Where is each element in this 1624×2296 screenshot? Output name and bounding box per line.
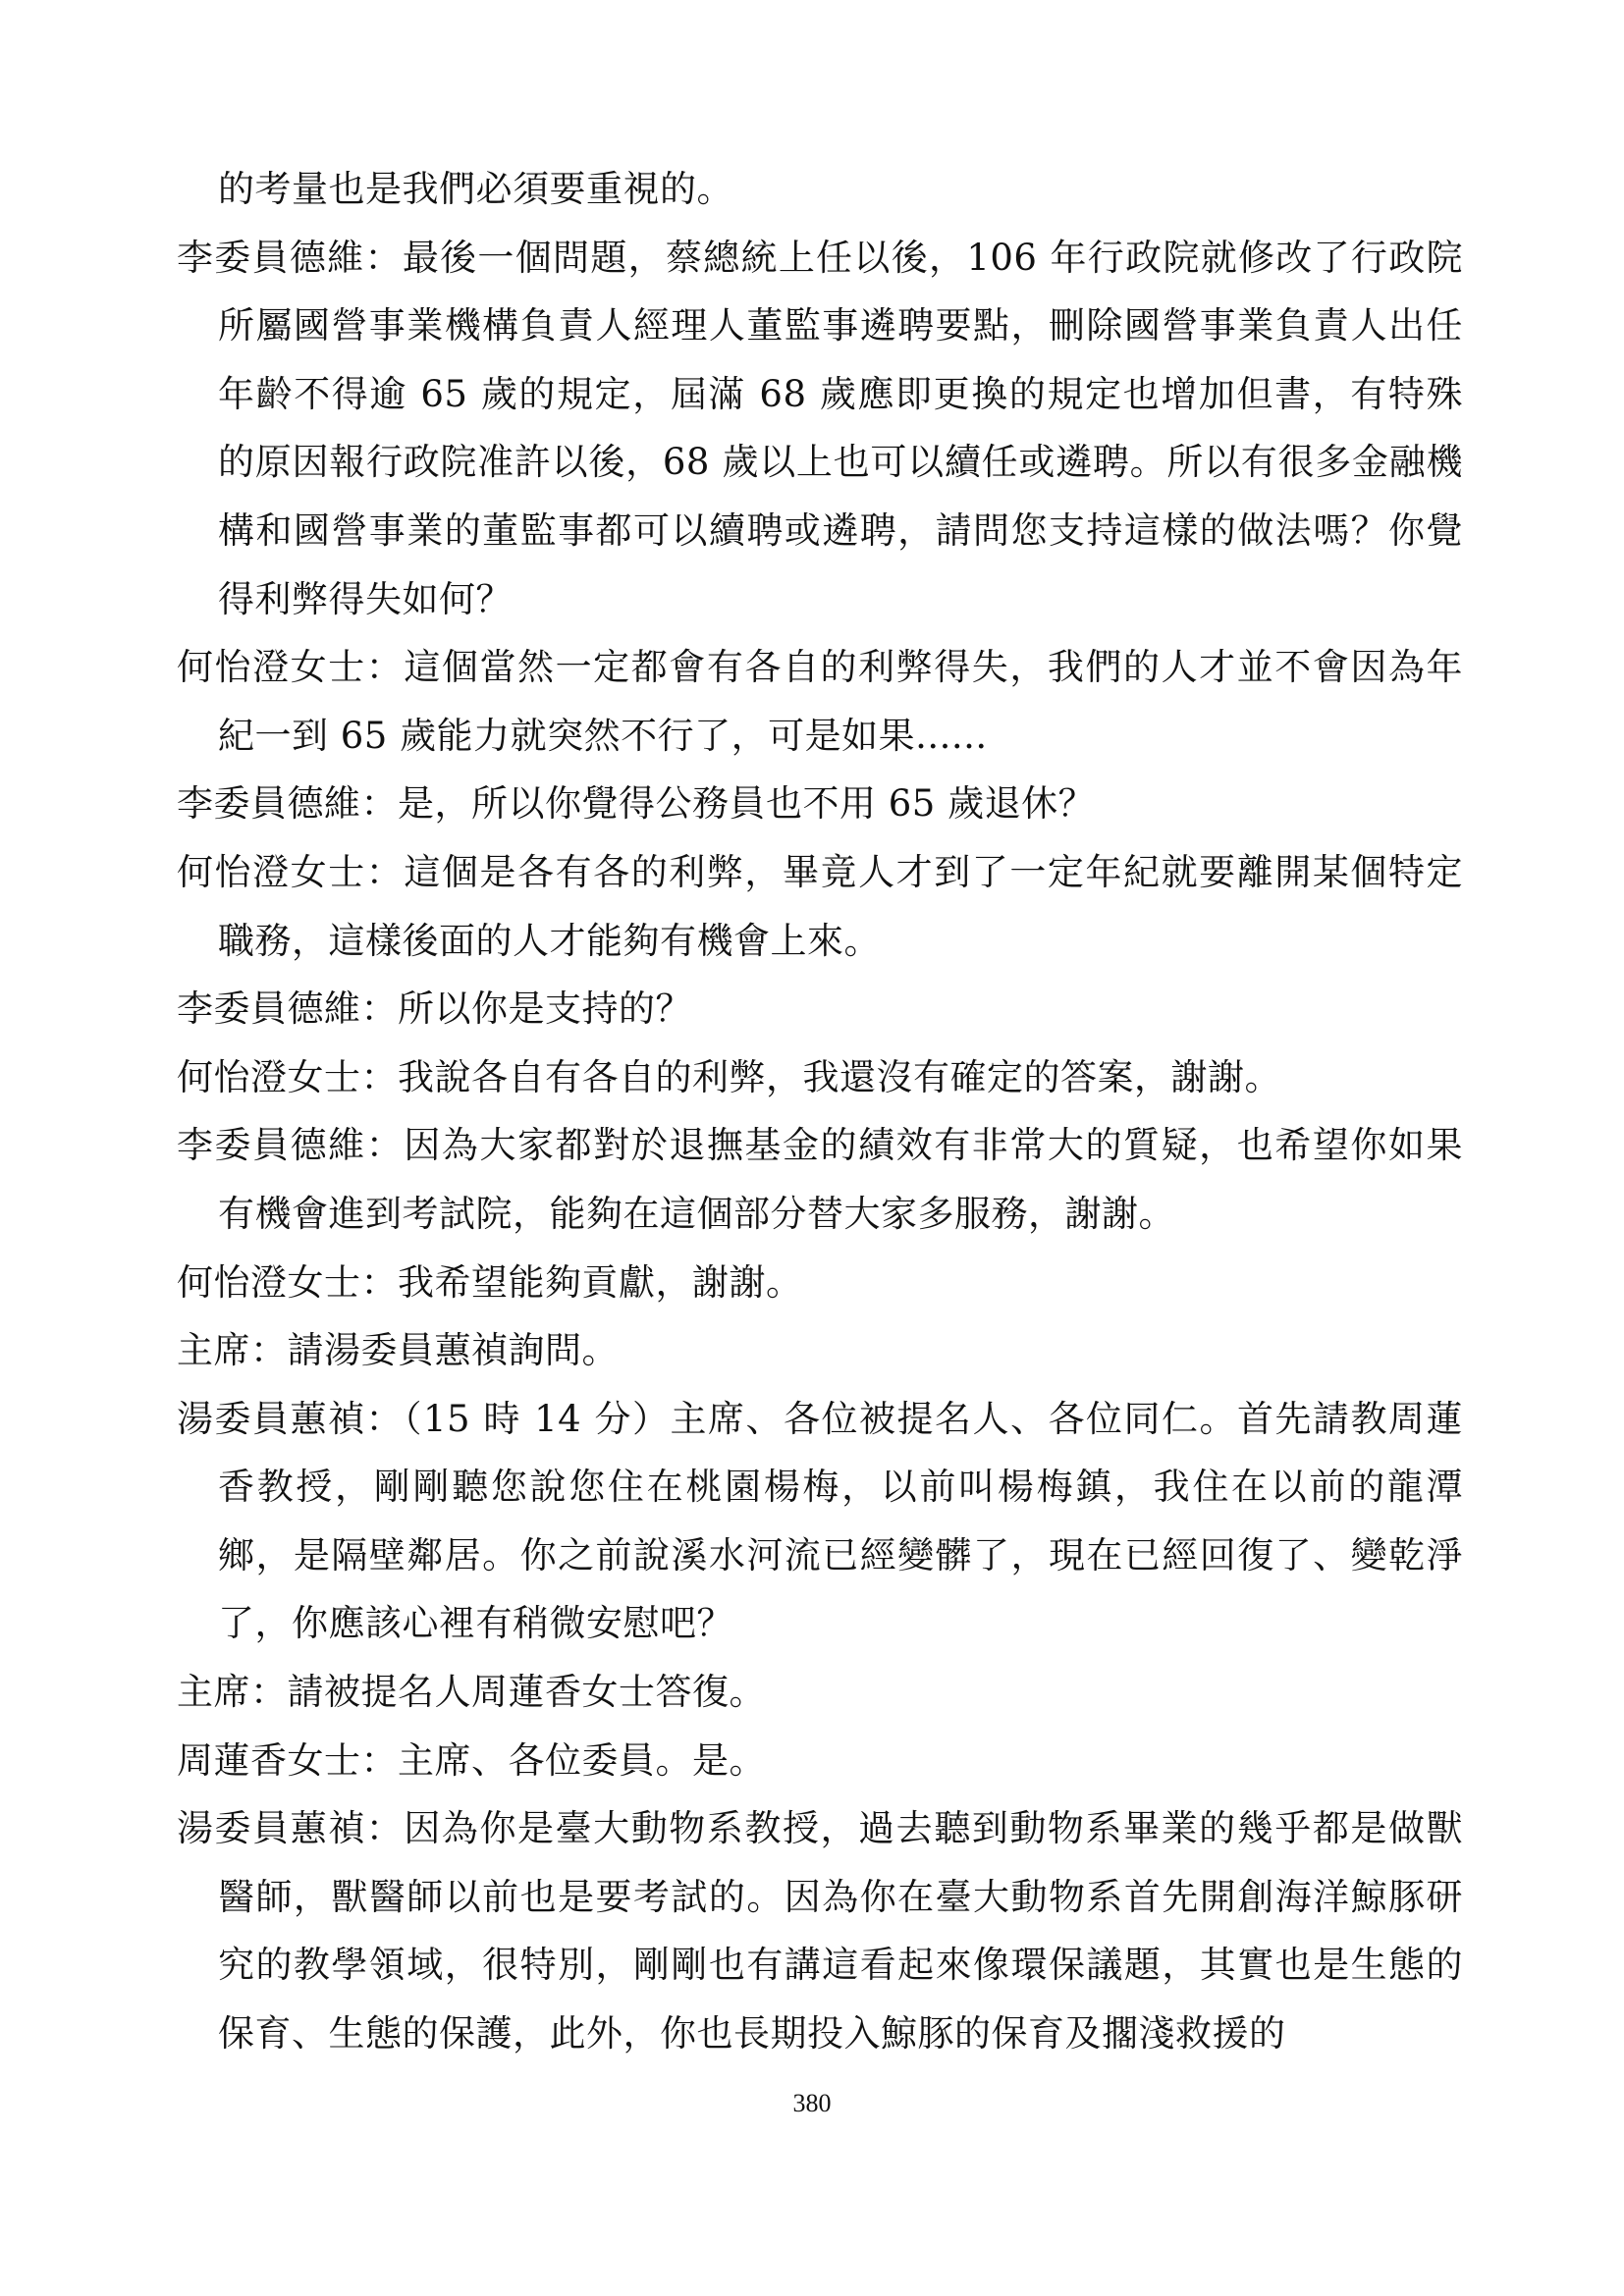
speaker-label: 李委員德維： <box>177 988 398 1031</box>
transcript-paragraph <box>177 1658 1463 1727</box>
paragraph-text: 最後一個問題，蔡總統上任以後，106 年行政院就修改了行政院所屬國營事業機構負責人經理人董監事遴聘要點，刪除國營事業負責人出任年齡不得逾 65 歲的規定，屆滿 68 歲應即更換的規定也增加但書，有特殊的原因報行政院准許以後，68 歲以上也可以續任或遴聘。所以有很多金融機構和國營事業的董監事都可以續聘或遴聘，請問您支持這樣的做法嗎？你覺得利弊得失如何？ <box>218 236 1464 620</box>
paragraph-text: 是，所以你覺得公務員也不用 65 歲退休？ <box>398 782 1096 826</box>
transcript-paragraph <box>177 1249 1463 1317</box>
transcript-paragraph <box>177 770 1463 838</box>
speaker-label: 湯委員蕙禎： <box>177 1807 405 1850</box>
speaker-label: 主席： <box>177 1329 288 1372</box>
paragraph-text: 這個是各有各的利弊，畢竟人才到了一定年紀就要離開某個特定職務，這樣後面的人才能夠有機會上來。 <box>218 850 1464 962</box>
paragraph-text: 這個當然一定都會有各自的利弊得失，我們的人才並不會因為年紀一到 65 歲能力就突然不行了，可是如果...... <box>218 646 1464 757</box>
transcript-paragraph <box>177 633 1463 770</box>
speaker-label: 何怡澄女士： <box>177 646 405 689</box>
speaker-label: 何怡澄女士： <box>177 1260 398 1304</box>
speaker-label: 何怡澄女士： <box>177 1055 398 1098</box>
speaker-label: 主席： <box>177 1671 288 1714</box>
transcript-paragraph <box>177 838 1463 975</box>
transcript-paragraph <box>177 1385 1463 1658</box>
transcript-paragraph <box>177 975 1463 1043</box>
paragraph-text: 我希望能夠貢獻，謝謝。 <box>398 1260 803 1304</box>
paragraph-text: 請湯委員蕙禎詢問。 <box>287 1329 619 1372</box>
speaker-label: 周蓮香女士： <box>177 1738 398 1782</box>
paragraph-text: 請被提名人周蓮香女士答復。 <box>287 1671 766 1714</box>
transcript-paragraph <box>177 1043 1463 1112</box>
page-number: 380 <box>792 2089 832 2117</box>
transcript-paragraph <box>177 1316 1463 1385</box>
paragraph-text: 的考量也是我們必須要重視的。 <box>218 168 733 210</box>
transcript-paragraph <box>177 1111 1463 1248</box>
transcript-body <box>177 155 1463 2068</box>
speaker-label: 李委員德維： <box>177 236 403 279</box>
paragraph-text: 因為你是臺大動物系教授，過去聽到動物系畢業的幾乎都是做獸醫師，獸醫師以前也是要考試的。因為你在臺大動物系首先開創海洋鯨豚研究的教學領域，很特別，剛剛也有講這看起來像環保議題，其實也是生態的保育、生態的保護，此外，你也長期投入鯨豚的保育及擱淺救援的 <box>218 1807 1464 2056</box>
transcript-paragraph <box>177 155 1463 224</box>
speaker-label: 李委員德維： <box>177 1124 405 1167</box>
transcript-paragraph <box>177 1727 1463 1795</box>
transcript-paragraph <box>177 1794 1463 2067</box>
paragraph-text: 因為大家都對於退撫基金的績效有非常大的質疑，也希望你如果有機會進到考試院，能夠在這個部分替大家多服務，謝謝。 <box>218 1124 1464 1235</box>
transcript-paragraph <box>177 224 1463 634</box>
speaker-label: 何怡澄女士： <box>177 850 405 893</box>
paragraph-text: 主席、各位委員。是。 <box>398 1738 766 1782</box>
paragraph-text: 我說各自有各自的利弊，我還沒有確定的答案，謝謝。 <box>398 1055 1281 1098</box>
speaker-label: 湯委員蕙禎： <box>177 1397 405 1440</box>
paragraph-text: 所以你是支持的？ <box>398 988 692 1031</box>
paragraph-text: （15 時 14 分）主席、各位被提名人、各位同仁。首先請教周蓮香教授，剛剛聽您說您住在桃園楊梅，以前叫楊梅鎮，我住在以前的龍潭鄉，是隔壁鄰居。你之前說溪水河流已經變髒了，現在已經回復了、變乾淨了，你應該心裡有稍微安慰吧？ <box>218 1397 1463 1645</box>
speaker-label: 李委員德維： <box>177 782 398 826</box>
